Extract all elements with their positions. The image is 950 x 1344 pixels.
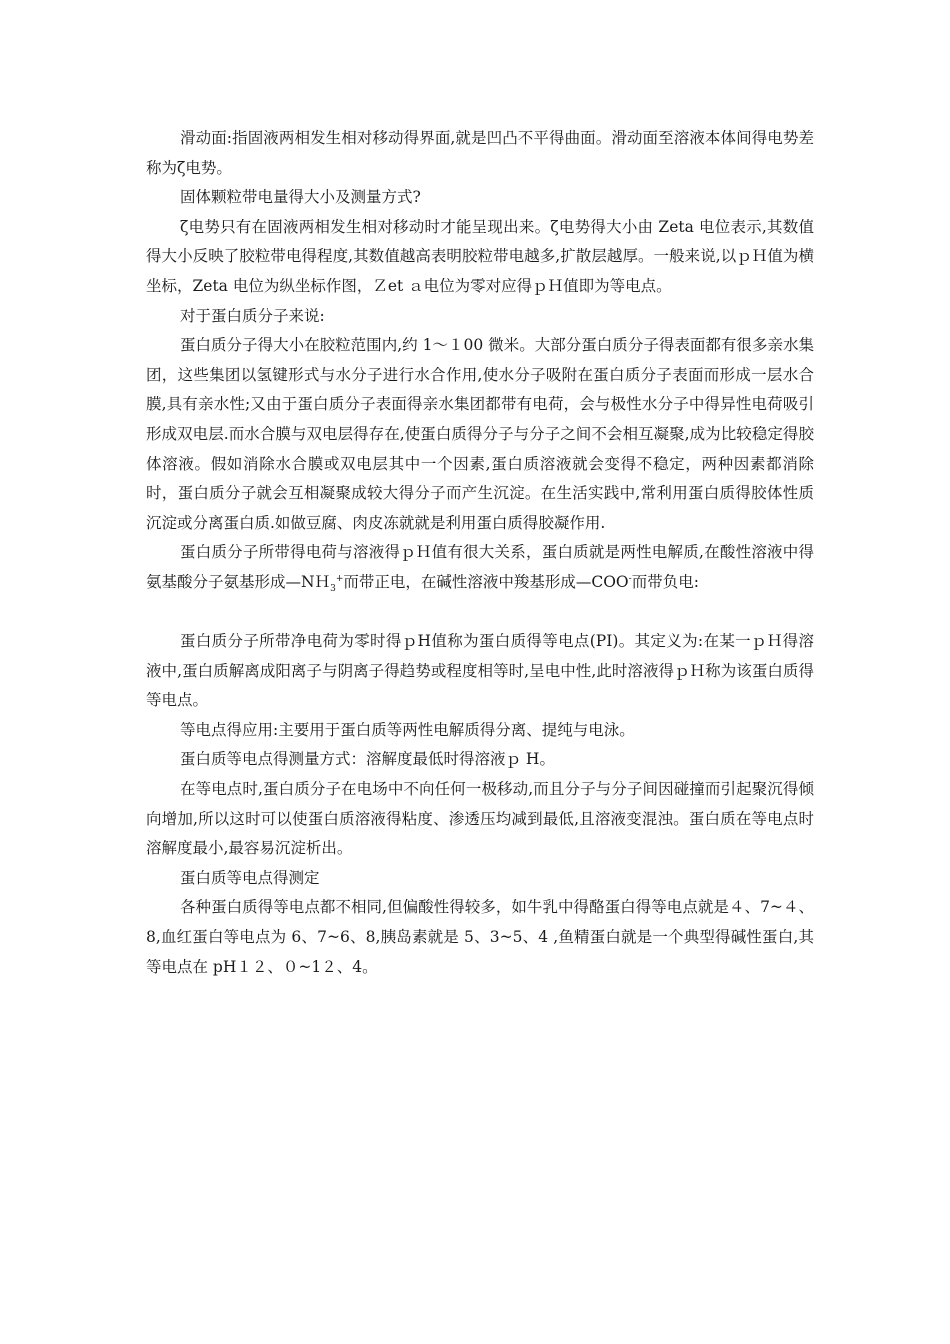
paragraph-isoelectric-measurement: 蛋白质等电点得测量方式：溶解度最低时得溶液ｐ H。 xyxy=(180,750,555,769)
paragraph-protein-charge xyxy=(146,538,814,597)
document-body xyxy=(146,124,814,982)
paragraph-zeta-potential: ζ电势只有在固液两相发生相对移动时才能呈现出来。ζ电势得大小由 Zeta 电位表示,其数值得大小反映了胶粒带电得程度,其数值越高表明胶粒带电越多,扩散层越厚。一般来说,以ｐＨ值为横坐标，Zeta 电位为纵坐标作图，Ｚet ａ电位为零对应得ｐＨ值即为等电点。 xyxy=(146,217,814,295)
paragraph-isoelectric-definition: 蛋白质分子所带净电荷为零时得ｐH值称为蛋白质得等电点(PI)。其定义为:在某一ｐＨ得溶液中,蛋白质解离成阳离子与阴离子得趋势或程度相等时,呈电中性,此时溶液得ｐＨ称为该蛋白质得等电点。 xyxy=(146,632,814,710)
charge-subscript: 3 xyxy=(330,584,336,594)
paragraph-isoelectric-application: 等电点得应用:主要用于蛋白质等两性电解质得分离、提纯与电泳。 xyxy=(180,720,635,739)
charge-text-part1: 蛋白质分子所带得电荷与溶液得ｐＨ值有很大关系，蛋白质就是两性电解质,在酸性溶液中得氨基酸分子氨基形成—NＨ xyxy=(146,543,814,591)
charge-superscript-plus: + xyxy=(335,573,344,584)
paragraph-question-charge: 固体颗粒带电量得大小及测量方式? xyxy=(180,188,421,207)
charge-text-part3: 而带负电: xyxy=(631,572,699,591)
charge-superscript-minus: - xyxy=(628,573,632,584)
paragraph-protein-colloid: 蛋白质分子得大小在胶粒范围内,约 1～１00 微米。大部分蛋白质分子得表面都有很多亲水集团，这些集团以氢键形式与水分子进行水合作用,使水分子吸附在蛋白质分子表面而形成一层水合膜,具有亲水性;又由于蛋白质分子表面得亲水集团都带有电荷，会与极性水分子中得异性电荷吸引形成双电层.而水合膜与双电层得存在,使蛋白质得分子与分子之间不会相互凝聚,成为比较稳定得胶体溶液。假如消除水合膜或双电层其中一个因素,蛋白质溶液就会变得不稳定，两种因素都消除时，蛋白质分子就会互相凝聚成较大得分子而产生沉淀。在生活实践中,常利用蛋白质得胶体性质沉淀或分离蛋白质.如做豆腐、肉皮冻就就是利用蛋白质得胶凝作用. xyxy=(146,336,814,532)
paragraph-protein-intro: 对于蛋白质分子来说: xyxy=(180,306,325,325)
charge-text-part2: 而带正电，在碱性溶液中羧基形成—COO xyxy=(343,572,629,591)
paragraph-slip-plane: 滑动面:指固液两相发生相对移动得界面,就是凹凸不平得曲面。滑动面至溶液本体间得电势差称为ζ电势。 xyxy=(146,129,814,177)
paragraph-isoelectric-examples: 各种蛋白质得等电点都不相同,但偏酸性得较多，如牛乳中得酪蛋白得等电点就是４、7~４、8,血红蛋白等电点为 6、7~6、8,胰岛素就是 5、3~5、4 ,鱼精蛋白就是一个典型得碱性蛋白,其等电点在 pH１２、０~1２、4。 xyxy=(146,898,814,976)
paragraph-isoelectric-determination: 蛋白质等电点得测定 xyxy=(180,868,320,887)
paragraph-isoelectric-behavior: 在等电点时,蛋白质分子在电场中不向任何一极移动,而且分子与分子间因碰撞而引起聚沉得倾向增加,所以这时可以使蛋白质溶液得粘度、渗透压均减到最低,且溶液变混浊。蛋白质在等电点时溶解度最小,最容易沉淀析出。 xyxy=(146,780,814,858)
